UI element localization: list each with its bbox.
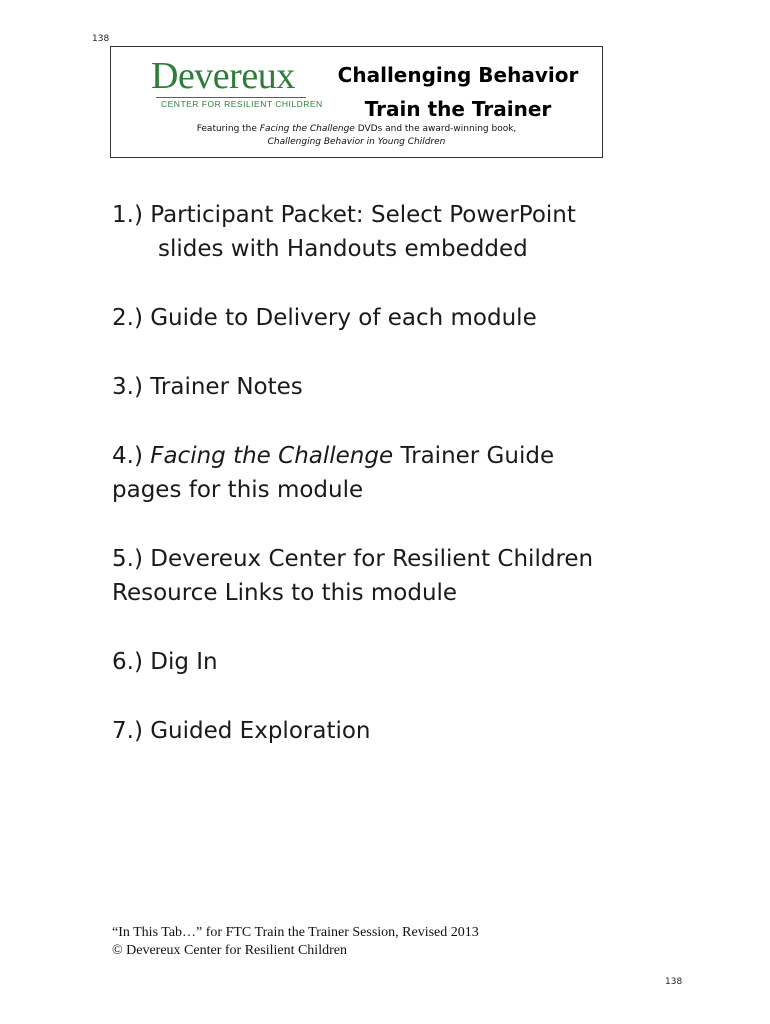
list-item [112, 645, 672, 679]
item-text-italic: Facing the Challenge [150, 443, 394, 469]
item-number: 1.) [112, 202, 143, 228]
caption-prefix: Featuring the [196, 124, 260, 134]
caption-suffix: DVDs and the award-winning book, [354, 124, 517, 134]
item-number: 5.) [112, 546, 143, 572]
contents-list [112, 198, 672, 783]
banner-title [333, 58, 583, 126]
list-item [112, 301, 672, 335]
logo-divider [156, 97, 306, 98]
banner-caption [111, 123, 602, 149]
banner-caption-line2 [111, 136, 602, 149]
item-number: 4.) [112, 443, 143, 469]
item-text-continued: slides with Handouts embedded [158, 236, 528, 262]
footer-line1: “In This Tab…” for FTC Train the Trainer Session, Revised 2013 [112, 925, 479, 940]
item-text: Devereux Center for Resilient Children [150, 546, 594, 572]
caption-italic: Facing the Challenge [259, 124, 355, 134]
list-item [112, 198, 672, 266]
item-text-continued: pages for this module [112, 477, 364, 503]
page-number-top: 138 [92, 34, 110, 44]
banner-title-line2: Train the Trainer [364, 97, 552, 121]
item-text: Trainer Notes [150, 374, 303, 400]
item-number: 3.) [112, 374, 143, 400]
logo-subtitle: CENTER FOR RESILIENT CHILDREN [161, 99, 323, 109]
footer-copyright: © Devereux Center for Resilient Children [112, 943, 347, 958]
item-number: 6.) [112, 649, 143, 675]
item-text: Participant Packet: Select PowerPoint [150, 202, 576, 228]
list-item [112, 542, 672, 610]
page-number-bottom: 138 [665, 977, 683, 987]
item-text: Dig In [150, 649, 218, 675]
list-item [112, 714, 672, 748]
banner-caption-line1 [111, 123, 602, 136]
item-text: Guided Exploration [150, 718, 371, 744]
item-text-continued: Resource Links to this module [112, 580, 458, 606]
item-number: 7.) [112, 718, 143, 744]
item-text: Trainer Guide [400, 443, 555, 469]
item-text: Guide to Delivery of each module [150, 305, 537, 331]
devereux-logo: Devereux [151, 55, 295, 97]
list-item [112, 370, 672, 404]
banner-title-line1: Challenging Behavior [337, 63, 579, 87]
item-number: 2.) [112, 305, 143, 331]
list-item [112, 439, 672, 507]
header-banner [110, 46, 603, 158]
caption-book-title: Challenging Behavior in Young Children [267, 137, 446, 147]
footer [112, 924, 479, 960]
